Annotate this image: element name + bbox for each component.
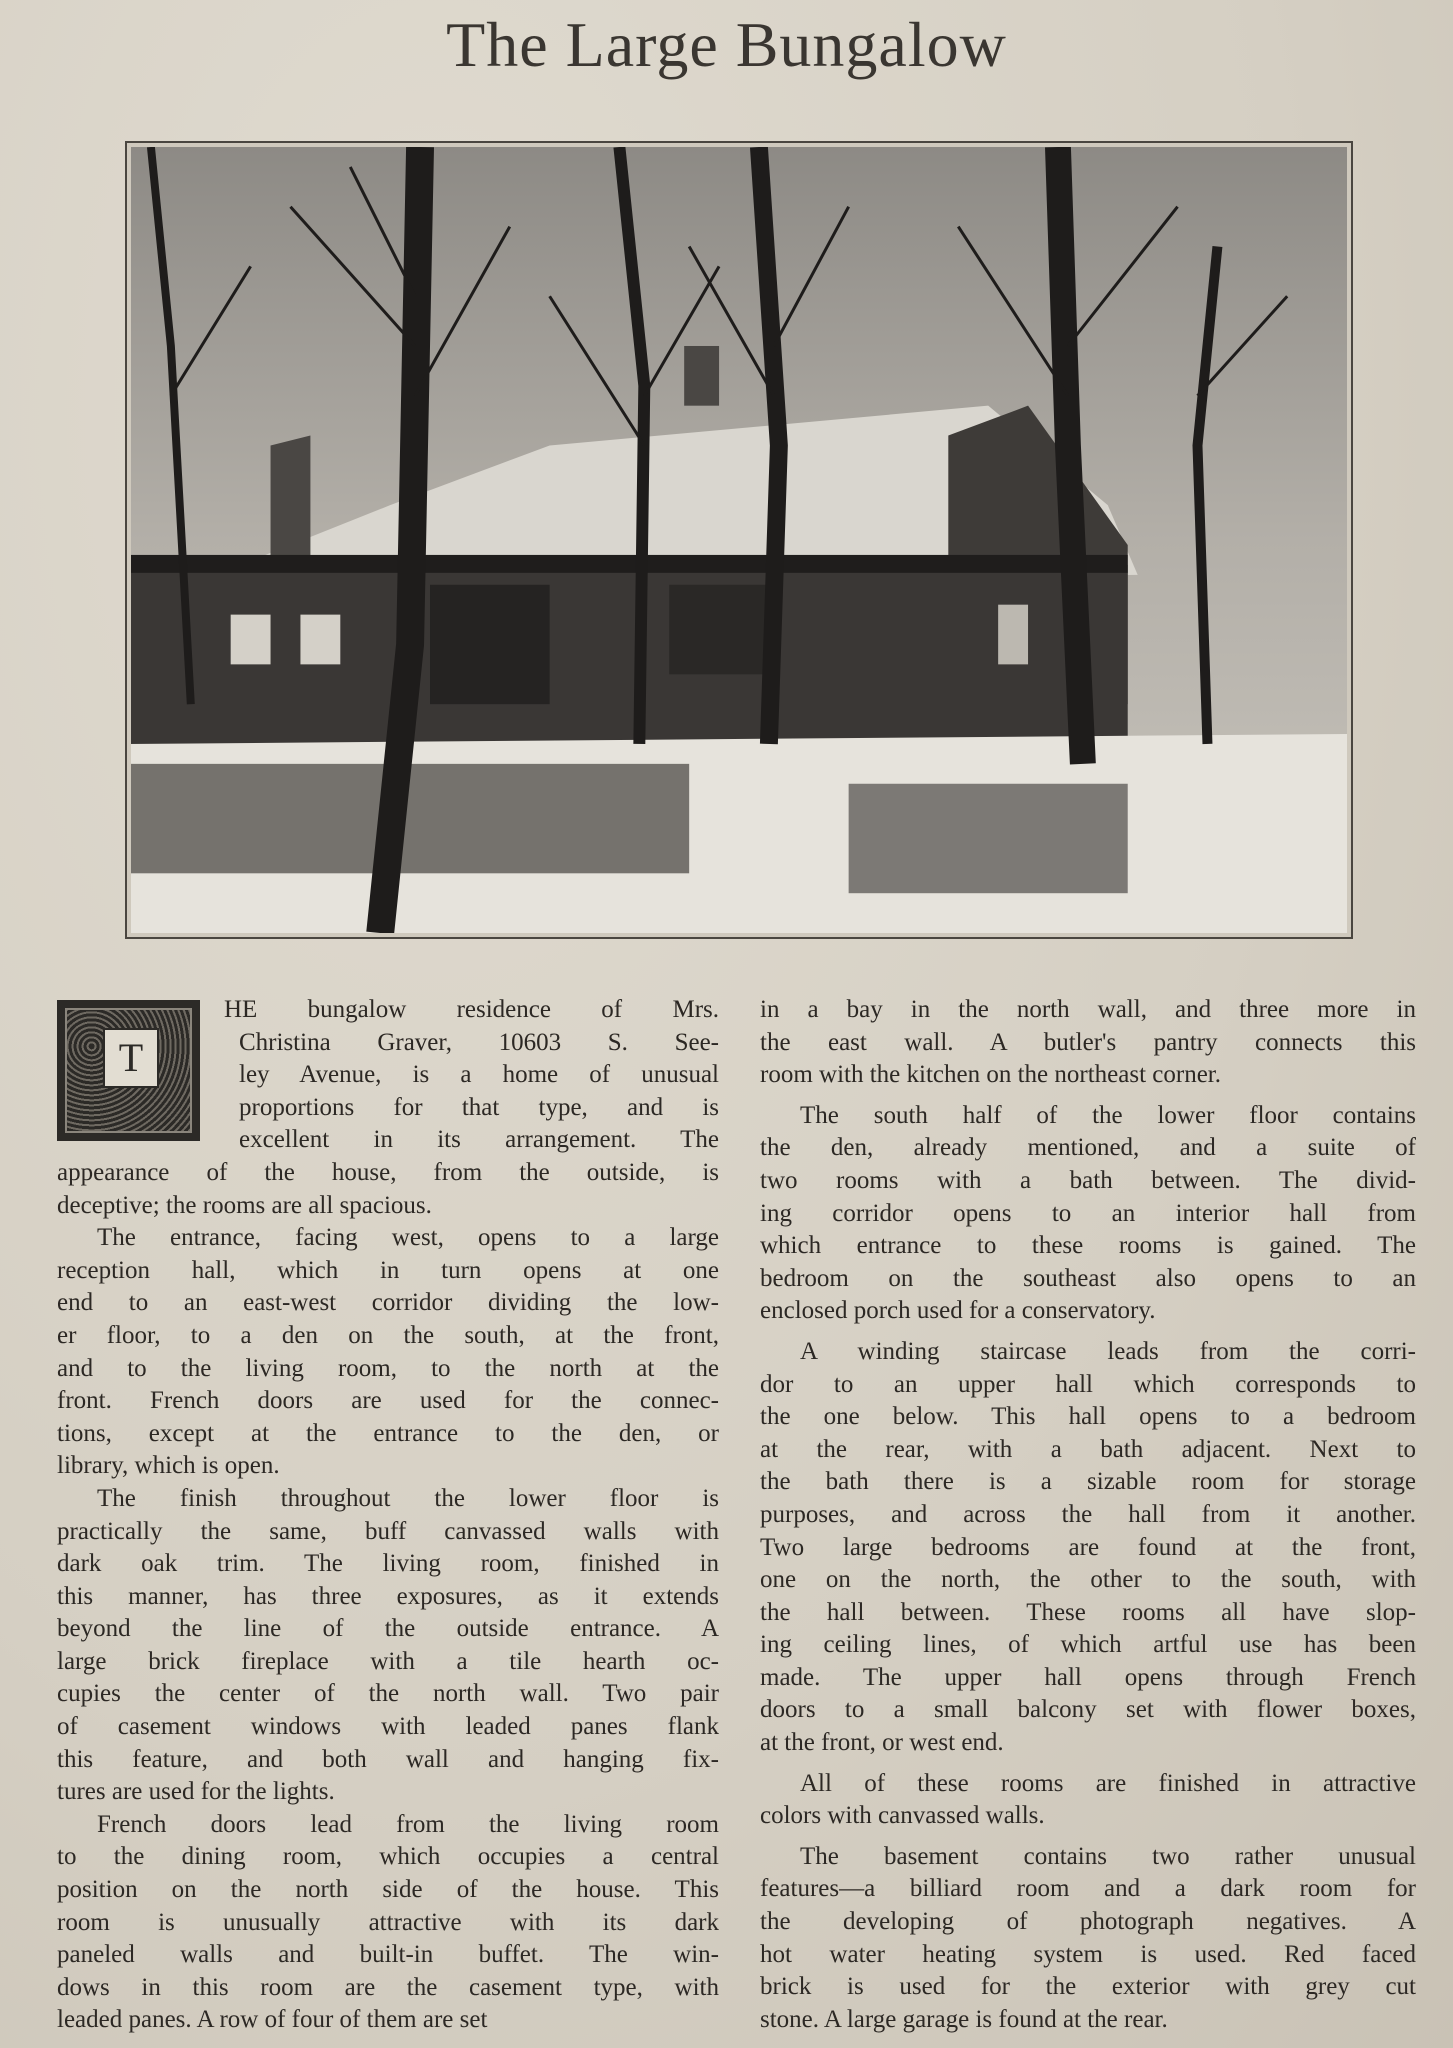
text-line: to the dining room, which occupies a central — [57, 1843, 719, 1871]
text-line: Christina Graver, 10603 S. See- — [239, 1028, 719, 1056]
text-line: dark oak trim. The living room, finished in — [57, 1550, 719, 1578]
text-line: at the front, or west end. — [760, 1729, 1004, 1757]
text-line: room is unusually attractive with its dark — [57, 1908, 719, 1936]
text-line: hot water heating system is used. Red faced — [760, 1940, 1416, 1968]
text-line: colors with canvassed walls. — [760, 1802, 1045, 1830]
text-line: The entrance, facing west, opens to a large — [97, 1224, 719, 1252]
text-line: enclosed porch used for a conservatory. — [760, 1297, 1156, 1325]
text-line: front. French doors are used for the connec- — [57, 1387, 719, 1415]
article-column-left — [57, 994, 719, 2037]
text-line: excellent in its arrangement. The — [239, 1126, 719, 1154]
text-line: practically the same, buff canvassed walls with — [57, 1517, 719, 1545]
text-line: end to an east-west corridor dividing the low- — [57, 1289, 719, 1317]
text-line: large brick fireplace with a tile hearth oc- — [57, 1647, 719, 1675]
text-line: two rooms with a bath between. The divid- — [760, 1166, 1416, 1194]
text-line: the developing of photograph negatives. A — [760, 1908, 1416, 1936]
paragraph — [57, 1483, 719, 1809]
paragraph — [760, 1336, 1416, 1760]
text-line: and to the living room, to the north at the — [57, 1354, 719, 1382]
text-line: deceptive; the rooms are all spacious. — [57, 1191, 432, 1219]
text-line: bedroom on the southeast also opens to an — [760, 1264, 1416, 1292]
paragraph — [760, 1768, 1416, 1833]
text-line: cupies the center of the north wall. Two pair — [57, 1680, 719, 1708]
bungalow-photo-image — [131, 147, 1347, 933]
text-line: leaded panes. A row of four of them are set — [57, 2006, 488, 2034]
text-line: room with the kitchen on the northeast corner. — [760, 1061, 1221, 1089]
text-line: of casement windows with leaded panes flank — [57, 1713, 719, 1741]
text-line: the den, already mentioned, and a suite of — [760, 1134, 1416, 1162]
text-line: paneled walls and built-in buffet. The win- — [57, 1941, 719, 1969]
text-line: French doors lead from the living room — [97, 1810, 719, 1838]
text-line: brick is used for the exterior with grey cut — [760, 1973, 1416, 2001]
text-line: ing corridor opens to an interior hall from — [760, 1199, 1416, 1227]
text-line: beyond the line of the outside entrance. A — [57, 1615, 719, 1643]
paragraph — [760, 1100, 1416, 1328]
house-photograph — [125, 141, 1353, 939]
paragraph — [57, 994, 719, 1222]
text-line: The finish throughout the lower floor is — [97, 1484, 719, 1512]
text-line: er floor, to a den on the south, at the front, — [57, 1321, 719, 1349]
text-line: reception hall, which in turn opens at one — [57, 1256, 719, 1284]
paragraph — [57, 1222, 719, 1483]
text-line: Two large bedrooms are found at the front, — [760, 1533, 1416, 1561]
text-line: proportions for that type, and is — [239, 1093, 719, 1121]
text-line: this manner, has three exposures, as it extends — [57, 1582, 719, 1610]
text-line: the hall between. These rooms all have slop- — [760, 1598, 1416, 1626]
text-line: library, which is open. — [57, 1452, 280, 1480]
text-line: tions, except at the entrance to the den, or — [57, 1419, 719, 1447]
text-line: appearance of the house, from the outside, is — [57, 1158, 719, 1186]
text-line: All of these rooms are finished in attractive — [800, 1769, 1416, 1797]
text-line: dor to an upper hall which corresponds to — [760, 1370, 1416, 1398]
text-line: The basement contains two rather unusual — [800, 1842, 1416, 1870]
text-line: in a bay in the north wall, and three more in — [760, 996, 1416, 1023]
text-line: dows in this room are the casement type, with — [57, 1973, 719, 2001]
paragraph — [760, 994, 1416, 1092]
text-line: stone. A large garage is found at the rear. — [760, 2005, 1168, 2033]
text-line: made. The upper hall opens through French — [760, 1663, 1416, 1691]
text-line: this feature, and both wall and hanging fix- — [57, 1745, 719, 1773]
text-line: The south half of the lower floor contains — [800, 1101, 1416, 1129]
text-line: the bath there is a sizable room for storage — [760, 1468, 1416, 1496]
text-line: ing ceiling lines, of which artful use has been — [760, 1631, 1416, 1659]
text-line: ley Avenue, is a home of unusual — [239, 1061, 719, 1089]
text-line: one on the north, the other to the south, with — [760, 1566, 1416, 1594]
text-line: tures are used for the lights. — [57, 1778, 335, 1806]
page-title: The Large Bungalow — [446, 9, 1007, 80]
text-line: the east wall. A butler's pantry connects this — [760, 1028, 1416, 1056]
paragraph — [57, 1809, 719, 2037]
drop-cap-letter: T — [103, 1028, 159, 1088]
text-line: position on the north side of the house. This — [57, 1876, 719, 1904]
text-line: at the rear, with a bath adjacent. Next to — [760, 1435, 1416, 1463]
text-line: which entrance to these rooms is gained. The — [760, 1232, 1416, 1260]
text-line: doors to a small balcony set with flower boxes, — [760, 1696, 1416, 1724]
text-line: the one below. This hall opens to a bedroom — [760, 1403, 1416, 1431]
text-line: purposes, and across the hall from it another. — [760, 1500, 1416, 1528]
paragraph — [760, 1841, 1416, 2037]
text-line: features—a billiard room and a dark room for — [760, 1875, 1416, 1903]
text-line: A winding staircase leads from the corri- — [800, 1337, 1416, 1365]
text-line: HE bungalow residence of Mrs. — [224, 996, 719, 1023]
article-column-right — [760, 994, 1416, 2036]
